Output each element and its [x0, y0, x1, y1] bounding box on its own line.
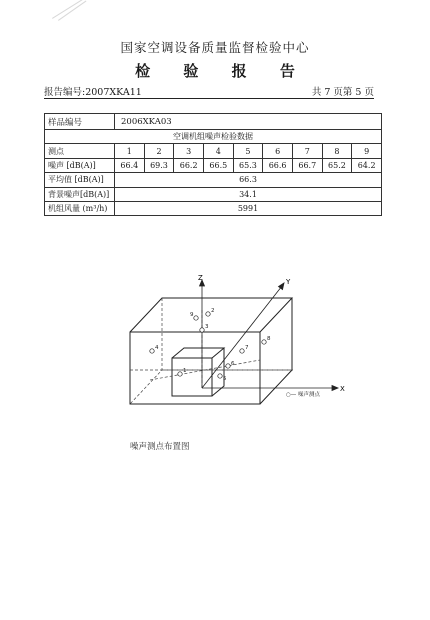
noise-value: 64.2: [352, 158, 382, 172]
noise-value: 69.3: [144, 158, 174, 172]
sample-value: 2006XKA03: [115, 114, 382, 130]
point-number: 5: [223, 376, 227, 382]
organization-name: 国家空调设备质量监督检验中心: [120, 40, 310, 55]
table-row-sample: [45, 114, 382, 130]
point-number: 2: [211, 308, 215, 314]
measurement-point-marker: [262, 340, 266, 344]
point-cell: 2: [144, 144, 174, 158]
measurement-point-marker: [194, 316, 198, 320]
axis-y-label: Y: [286, 278, 291, 286]
inner-box-right: [212, 348, 224, 396]
point-number: 8: [267, 336, 271, 342]
legend-measurement-point: ○— 噪声测点: [286, 392, 321, 398]
point-cell: 5: [233, 144, 263, 158]
x-axis-arrow: [332, 386, 338, 391]
diagram-caption: 噪声测点布置图: [130, 442, 190, 452]
average-label: 平均值 [dB(A)]: [45, 173, 115, 187]
table-row-airflow: [45, 201, 382, 215]
table-row-points: [45, 144, 382, 158]
outer-box-front: [130, 332, 260, 404]
point-label: 测点: [45, 144, 115, 158]
report-number: 报告编号:2007XKA11: [44, 87, 142, 98]
background-label: 背景噪声[dB(A)]: [45, 187, 115, 201]
report-meta-line: [44, 84, 374, 99]
point-cell: 1: [115, 144, 145, 158]
point-cell: 7: [292, 144, 322, 158]
noise-value: 66.2: [174, 158, 204, 172]
point-number: 9: [190, 312, 194, 318]
point-number: 7: [245, 345, 249, 351]
table-row-background: [45, 187, 382, 201]
page-info: 共 7 页第 5 页: [311, 87, 374, 98]
noise-value: 66.6: [263, 158, 293, 172]
measurement-point-marker: [218, 374, 222, 378]
measurement-point-marker: [178, 372, 182, 376]
point-cell: 9: [352, 144, 382, 158]
noise-value: 66.5: [203, 158, 233, 172]
point-number: 4: [155, 345, 159, 351]
background-value: 34.1: [115, 187, 382, 201]
measurement-point-marker: [226, 364, 230, 368]
measurement-point-marker: [200, 328, 204, 332]
noise-value: 66.7: [292, 158, 322, 172]
measurement-point-marker: [206, 312, 210, 316]
average-value: 66.3: [115, 173, 382, 187]
report-title: 检 验 报 告: [135, 62, 309, 80]
noise-value: 66.4: [115, 158, 145, 172]
noise-value: 65.2: [322, 158, 352, 172]
airflow-value: 5991: [115, 201, 382, 215]
noise-data-table: [44, 113, 382, 216]
measurement-point-marker: [240, 349, 244, 353]
outer-box-hidden-edge: [130, 298, 162, 404]
point-cell: 8: [322, 144, 352, 158]
point-number: 3: [205, 324, 209, 330]
noise-label: 噪声 [dB(A)]: [45, 158, 115, 172]
axis-x-label: X: [340, 385, 345, 393]
point-cell: 6: [263, 144, 293, 158]
table-row-noise: [45, 158, 382, 172]
point-cell: 3: [174, 144, 204, 158]
point-cell: 4: [203, 144, 233, 158]
point-number: 1: [183, 368, 187, 374]
noise-measurement-diagram: [110, 270, 370, 420]
outer-box-top: [130, 298, 292, 332]
noise-value: 65.3: [233, 158, 263, 172]
y-axis-arrow: [279, 283, 285, 290]
inner-box-top: [172, 348, 224, 358]
measurement-point-marker: [150, 349, 154, 353]
point-number: 6: [231, 361, 235, 367]
sample-label: 样品编号: [45, 114, 115, 130]
airflow-label: 机组风量 (m³/h): [45, 201, 115, 215]
table-row-average: [45, 173, 382, 187]
axis-z-label: Z: [198, 274, 203, 282]
table-row-section-title: [45, 130, 382, 144]
inner-box-front: [172, 358, 212, 396]
section-title: 空调机组噪声检验数据: [45, 130, 382, 144]
